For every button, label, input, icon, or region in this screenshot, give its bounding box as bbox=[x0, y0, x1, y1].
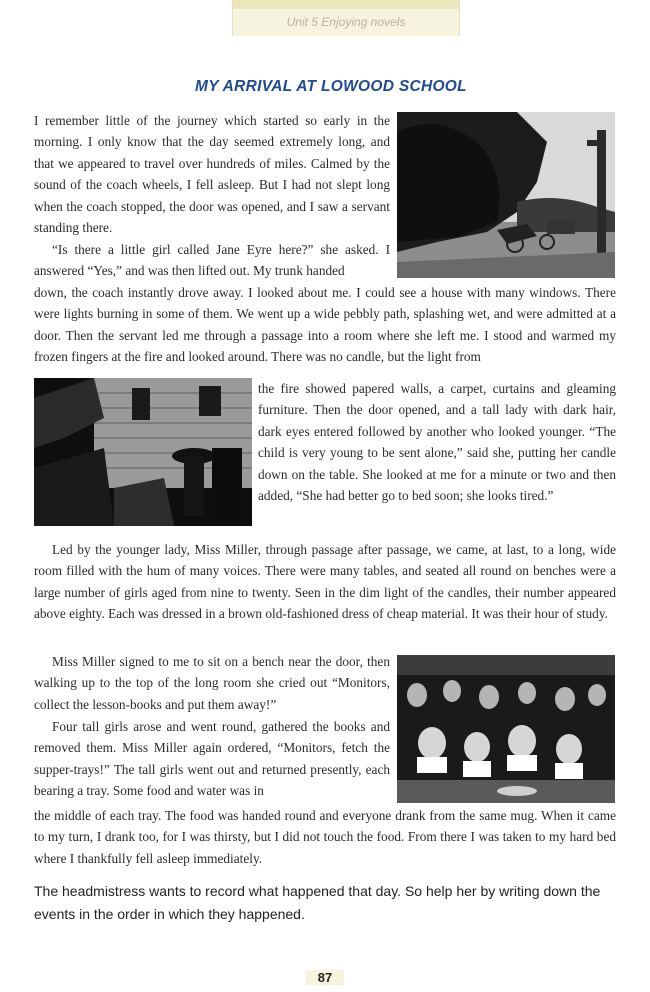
task-instruction: The headmistress wants to record what happened that day. So help her by writing down the events in the order in which they happened. bbox=[34, 883, 601, 922]
photo-coach-road bbox=[397, 112, 615, 278]
paragraph-bench: Miss Miller signed to me to sit on a bench near the door, then walking up to the top of the long room she cried out “Monitors, collect the lesson-books and put them away!” bbox=[34, 654, 390, 712]
page-number: 87 bbox=[306, 970, 344, 985]
photo-stone-house bbox=[34, 378, 252, 526]
header-band bbox=[233, 0, 459, 9]
unit-header-tab bbox=[232, 0, 460, 36]
paragraph-arrival-part1: “Is there a little girl called Jane Eyre here?” she asked. I answered “Yes,” and was then lifted out. My trunk handed bbox=[34, 242, 390, 279]
story-title: MY ARRIVAL AT LOWOOD SCHOOL bbox=[195, 78, 467, 95]
paragraph-journey: I remember little of the journey which started so early in the morning. I only know that the day seemed extremely long, and that we appeared to travel over hundreds of miles. Calmed by the sound of the coach wheels, I fell asleep. But I had not slept long when the coach stopped, the door was opened, and I saw a servant standing there. bbox=[34, 113, 390, 236]
paragraph-arrival-part2: down, the coach instantly drove away. I looked about me. I could see a house with many windows. There were lights burning in some of them. We went up a wide pebbly path, splashing wet, and were admitted at a door. Then the servant led me through a passage into a room where she left me. I stood and warmed my frozen fingers at the fire and looked around. There was no candle, but the light from bbox=[34, 285, 616, 365]
unit-label: Unit 5 Enjoying novels bbox=[286, 15, 406, 29]
paragraph-arrival-part3: the fire showed papered walls, a carpet, curtains and gleaming furniture. Then the door opened, and a tall lady with dark hair, dark eyes entered followed by another who looked younger. “The child is very young to be sent alone,” said she, putting her candle down on the table. She looked at me for a minute or two and then added, “She had better go to bed soon; she looks tired.” bbox=[258, 381, 616, 504]
paragraph-monitors-part1: Four tall girls arose and went round, gathered the books and removed them. Miss Miller again ordered, “Monitors, fetch the supper-trays!” The tall girls went out and returned presently, each bearing a tray. Some food and water was in bbox=[34, 719, 390, 799]
paragraph-monitors-part2: the middle of each tray. The food was handed round and everyone drank from the same mug. When it came to my turn, I drank too, for I was thirsty, but I did not touch the food. From there I was taken to my hard bed where I thankfully fell asleep immediately. bbox=[34, 808, 616, 866]
photo-dining-hall bbox=[397, 655, 615, 803]
paragraph-miss-miller: Led by the younger lady, Miss Miller, through passage after passage, we came, at last, to a long, wide room filled with the hum of many voices. There were many tables, and seated all round on benches were a large number of girls aged from nine to twenty. Seen in the dim light of the candles, their number appeared above eighty. Each was dressed in a brown old-fashioned dress of cheap material. It was their hour of study. bbox=[34, 542, 616, 622]
